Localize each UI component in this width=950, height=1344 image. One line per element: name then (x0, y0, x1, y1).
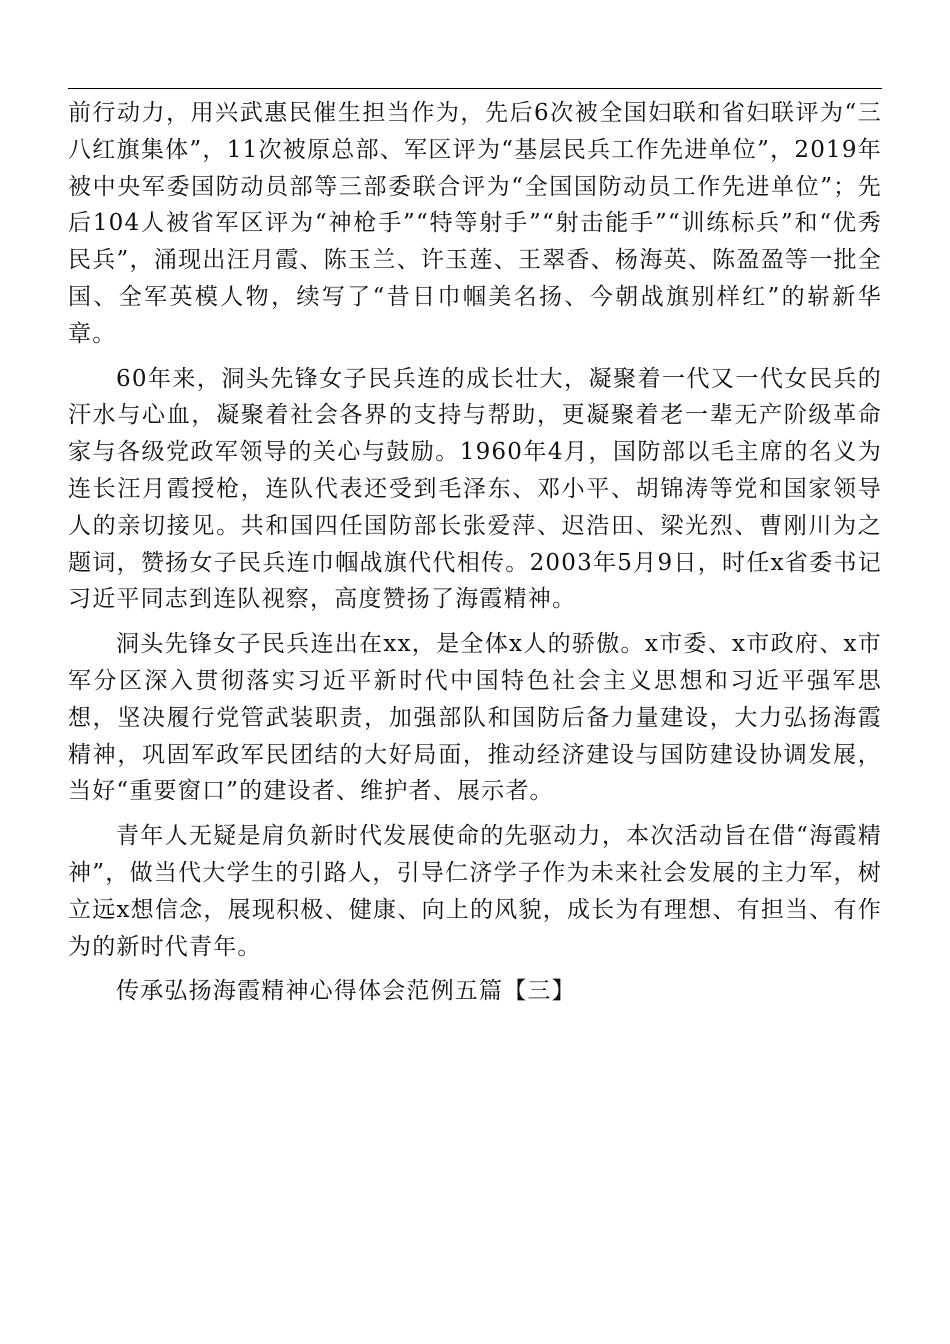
document-body (68, 95, 882, 1010)
paragraph-pride: 洞头先锋女子民兵连出在xx，是全体x人的骄傲。x市委、x市政府、x市军分区深入贯彻落实习近平新时代中国特色社会主义思想和习近平强军思想，坚决履行党管武装职责，加强部队和国防后备力量建设，大力弘扬海霞精神，巩固军政军民团结的大好局面，推动经济建设与国防建设协调发展，当好“重要窗口”的建设者、维护者、展示者。 (68, 631, 882, 805)
paragraph-continuation: 前行动力，用兴武惠民催生担当作为，先后6次被全国妇联和省妇联评为“三八红旗集体”，11次被原总部、军区评为“基层民兵工作先进单位”，2019年被中央军委国防动员部等三部委联合评为“全国国防动员工作先进单位”；先后104人被省军区评为“神枪手”“特等射手”“射击能手”“训练标兵”和“优秀民兵”，涌现出汪月霞、陈玉兰、许玉莲、王翠香、杨海英、陈盈盈等一批全国、全军英模人物，续写了“昔日巾帼美名扬、今朝战旗别样红”的崭新华章。 (68, 100, 882, 347)
section-heading: 传承弘扬海霞精神心得体会范例五篇【三】 (116, 978, 576, 1005)
paragraph-sixty-years: 60年来，洞头先锋女子民兵连的成长壮大，凝聚着一代又一代女民兵的汗水与心血，凝聚着社会各界的支持与帮助，更凝聚着老一辈无产阶级革命家与各级党政军领导的关心与鼓励。1960年4月，国防部以毛主席的名义为连长汪月霞授枪，连队代表还受到毛泽东、邓小平、胡锦涛等党和国家领导人的亲切接见。共和国四任国防部长张爱萍、迟浩田、梁光烈、曹刚川为之题词，赞扬女子民兵连巾帼战旗代代相传。2003年5月9日，时任x省委书记习近平同志到连队视察，高度赞扬了海霞精神。 (68, 365, 882, 613)
paragraph-youth: 青年人无疑是肩负新时代发展使命的先驱动力，本次活动旨在借“海霞精神”，做当代大学生的引路人，引导仁济学子作为未来社会发展的主力军，树立远x想信念，展现积极、健康、向上的风貌，成长为有理想、有担当、有作为的新时代青年。 (68, 823, 882, 960)
header-rule (68, 88, 882, 89)
